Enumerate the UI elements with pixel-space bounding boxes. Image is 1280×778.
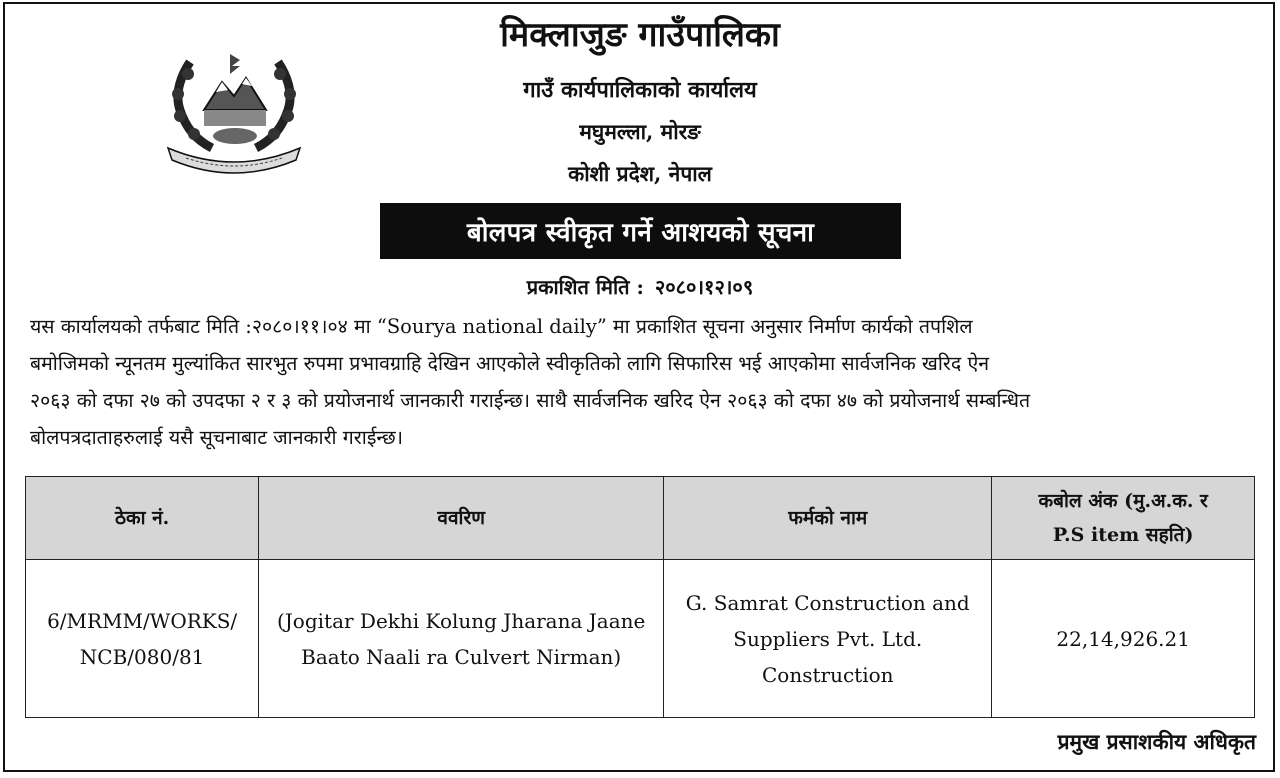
office-province: कोशी प्रदेश, नेपाल <box>568 161 712 186</box>
notice-body-line: २०६३ को दफा २७ को उपदफा २ र ३ को प्रयोजनार्थ जानकारी गराईन्छ। साथै सार्वजनिक खरिद ऐन २०६३ को दफा ४७ को प्रयोजनार्थ सम्बन्धित <box>30 389 1031 412</box>
firm-name-line1: G. Samrat Construction and <box>685 590 970 615</box>
header-bid-amount <box>992 477 1255 560</box>
notice-banner: बोलपत्र स्वीकृत गर्ने आशयको सूचना <box>380 203 901 259</box>
office-name: गाउँ कार्यपालिकाको कार्यालय <box>523 77 757 103</box>
table-row <box>26 560 1255 718</box>
firm-name-line2: Suppliers Pvt. Ltd. Construction <box>733 626 923 687</box>
cell-description <box>259 560 664 718</box>
cell-firm-name <box>664 560 992 718</box>
signatory-title: प्रमुख प्रसाशकीय अधिकृत <box>1057 729 1256 754</box>
header-bid-amount-line2: P.S item सहति) <box>1052 524 1194 546</box>
cell-contract-no <box>26 560 259 718</box>
contract-no-line1: 6/MRMM/WORKS/ <box>47 608 238 633</box>
notice-body-line: यस कार्यालयको तर्फबाट मिति :२०८०।११।०४ मा “Sourya national daily” मा प्रकाशित सूचना अनुसार निर्माण कार्यको तपशिल <box>30 315 973 338</box>
header-firm-name: फर्मको नाम <box>664 477 992 560</box>
office-address: मघुमल्ला, मोरङ <box>579 119 701 144</box>
header-bid-amount-line1: कबोल अंक (मु.अ.क. र <box>1038 490 1208 512</box>
nepal-emblem-icon <box>160 44 308 174</box>
description-line1: (Jogitar Dekhi Kolung Jharana Jaane <box>276 608 646 633</box>
header-description: ववरिण <box>259 477 664 560</box>
description-line2: Baato Naali ra Culvert Nirman) <box>301 644 622 669</box>
contract-table <box>25 476 1255 718</box>
notice-body-line: बोलपत्रदाताहरुलाई यसै सूचनाबाट जानकारी गराईन्छ। <box>30 426 404 449</box>
cell-bid-amount: 22,14,926.21 <box>992 560 1255 718</box>
header-contract-no: ठेका नं. <box>26 477 259 560</box>
published-date-value: २०८०।१२।०९ <box>654 275 754 299</box>
contract-no-line2: NCB/080/81 <box>79 644 205 669</box>
notice-body <box>30 308 1256 456</box>
notice-body-line: बमोजिमको न्यूनतम मुल्यांकित सारभुत रुपमा प्रभावग्राहि देखिन आएकोले स्वीकृतिको लागि सिफारिस भई आएकोमा सार्वजनिक खरिद ऐन <box>30 352 990 375</box>
municipality-title: मिक्लाजुङ गाउँपालिका <box>500 15 780 55</box>
table-header-row <box>26 477 1255 560</box>
published-date-label: प्रकाशित मिति : <box>526 275 644 299</box>
published-date-line <box>0 273 1280 300</box>
